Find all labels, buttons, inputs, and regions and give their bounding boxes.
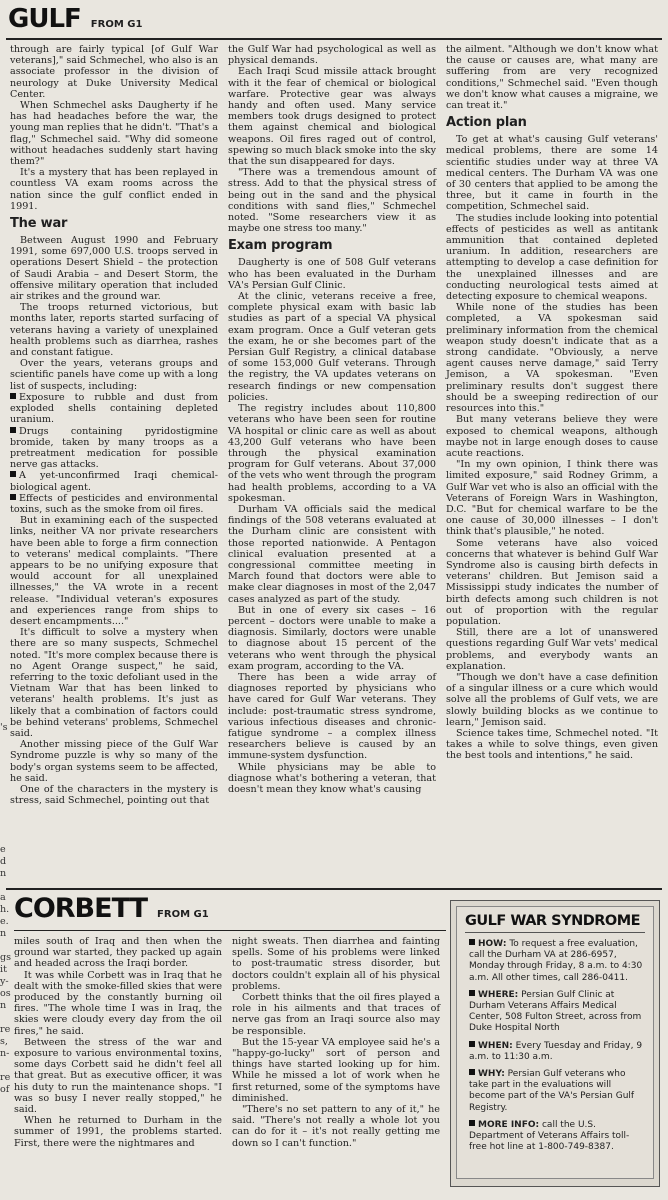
infobox-title: GULF WAR SYNDROME bbox=[465, 913, 645, 933]
paragraph: Daugherty is one of 508 Gulf veterans who has been evaluated in the Durham VA's Persian Gulf Clinic. bbox=[228, 257, 436, 291]
bullet-item: Exposure to rubble and dust from exploded shells containing depleted uranium. bbox=[10, 391, 218, 426]
gulf-war-syndrome-infobox bbox=[450, 900, 660, 1187]
article-column-2 bbox=[228, 44, 436, 882]
paragraph: night sweats. Then diarrhea and fainting spells. Some of his problems were linked to post-traumatic stress disorder, but doctors couldn't explain all of his physical problems. bbox=[232, 936, 440, 992]
bullet-square-icon bbox=[10, 393, 16, 399]
paragraph: "There was a tremendous amount of stress. Add to that the physical stress of being out in the sand and the physical conditions with sand flies," Schmechel noted. "Some researchers view it as maybe one stress too many." bbox=[228, 167, 436, 235]
bullet-square-icon bbox=[469, 939, 475, 945]
paragraph: It was while Corbett was in Iraq that he dealt with the smoke-filled skies that were produced by the constantly burning oil fires. "The whole time I was in Iraq, the skies were cloudy every day from the oil fires," he said. bbox=[14, 969, 222, 1037]
paragraph: It's difficult to solve a mystery when there are so many suspects, Schmechel noted. "It's more complex because there is no Agent Orange suspect," he said, referring to the toxic defoliant used in the Vietnam War that has been linked to veterans' health problems. It's just as likely that a combination of factors could be behind veterans' problems, Schmechel said. bbox=[10, 627, 218, 739]
infobox-how: HOW: To request a free evaluation, call the Durham VA at 286-6957, Monday through Friday, 8 a.m. to 4:30 a.m. All other times, call 286-0411. bbox=[469, 939, 643, 983]
paragraph: Still, there are a lot of unanswered questions regarding Gulf War vets' medical problems, and everybody wants an explanation. bbox=[446, 627, 658, 672]
section-divider-rule bbox=[6, 888, 662, 890]
clipped-column-fragment: e d n a h. e. n gs it y- os n re s, n- re of bbox=[0, 844, 12, 1095]
paragraph: There has been a wide array of diagnoses reported by physicians who have cared for Gulf War veterans. They include: post-traumatic stress syndrome, various infectious diseases and chronic-fatigue syndrome – a complex illness researchers believe is caused by an immune-system dysfunction. bbox=[228, 671, 436, 762]
paragraph: But in one of every six cases – 16 percent – doctors were unable to make a diagnosis. Similarly, doctors were unable to diagnose about 15 percent of the veterans who went through the physical exam program, according to the VA. bbox=[228, 604, 436, 672]
paragraph: When he returned to Durham in the summer of 1991, the problems started. First, there were the nightmares and bbox=[14, 1115, 222, 1149]
paragraph: While none of the studies has been completed, a VA spokesman said preliminary information from the chemical weapon study doesn't indicate that as a strong candidate. "Obviously, a nerve agent causes nerve damage," said Terry Jemison, a VA spokesman. "Even preliminary results don't suggest there should be a sweeping redirection of our resources into this." bbox=[446, 302, 658, 415]
clipped-column-fragment-top: 's bbox=[0, 722, 8, 733]
paragraph: At the clinic, veterans receive a free, complete physical exam with basic lab studies as part of a special VA physical exam program. Once a Gulf veteran gets the exam, he or she becomes part of the Persian Gulf Registry, a clinical database of some 153,000 Gulf veterans. Through the registry, the VA updates veterans on research findings or new compensation policies. bbox=[228, 291, 436, 403]
bullet-item: Drugs containing pyridostigmine bromide, taken by many troops as a pretreatment medication for possible nerve gas attacks. bbox=[10, 425, 218, 471]
corbett-header-rule bbox=[14, 930, 446, 931]
paragraph: Corbett thinks that the oil fires played a role in his ailments and that traces of nerve gas from an Iraqi source also may be responsible. bbox=[232, 992, 440, 1037]
bullet-square-icon bbox=[10, 471, 16, 477]
paragraph: But many veterans believe they were exposed to chemical weapons, although maybe not in large enough doses to cause acute reactions. bbox=[446, 414, 658, 459]
article-column-1 bbox=[10, 44, 218, 882]
paragraph: miles south of Iraq and then when the ground war started, they packed up again and headed across the Iraqi border. bbox=[14, 936, 222, 970]
paragraph: The registry includes about 110,800 veterans who have been seen for routine VA hospital or clinic care as well as about 43,200 Gulf veterans who have been through the physical examination program for Gulf veterans. About 37,000 of the vets who went through the program had health problems, according to a VA spokesman. bbox=[228, 403, 436, 504]
paragraph: Over the years, veterans groups and scientific panels have come up with a long list of suspects, including: bbox=[10, 358, 218, 392]
paragraph: One of the characters in the mystery is stress, said Schmechel, pointing out that bbox=[10, 784, 218, 807]
paragraph: But the 15-year VA employee said he's a "happy-go-lucky" sort of person and things have started looking up for him. While he missed a lot of work when he first returned, some of the symptoms have diminished. bbox=[232, 1036, 440, 1104]
infobox-why: WHY: Persian Gulf veterans who take part in the evaluations will become part of the VA's Persian Gulf Registry. bbox=[469, 1069, 635, 1113]
paragraph: the ailment. "Although we don't know what the cause or causes are, what many are suffering from are very recognized conditions," Schmechel said. "Even though we don't know what causes a migraine, we can treat it." bbox=[446, 44, 658, 112]
corbett-slug: CORBETT bbox=[14, 893, 148, 924]
paragraph: Between the stress of the war and exposure to various environmental toxins, some days Corbett said he didn't feel all that great. But as executive officer, it was his duty to run the maintenance shops. "I was so busy I never really stopped," he said. bbox=[14, 1036, 222, 1116]
top-header-rule bbox=[6, 38, 662, 40]
paragraph: It's a mystery that has been replayed in countless VA exam rooms across the nation since the gulf conflict ended in 1991. bbox=[10, 167, 218, 212]
infobox-where: WHERE: Persian Gulf Clinic at Durham Veterans Affairs Medical Center, 508 Fulton Street, across from Duke Hospital North bbox=[469, 989, 642, 1034]
paragraph: But in examining each of the suspected links, neither VA nor private researchers have been able to forge a firm connection to veterans' medical complaints. "There appears to be no unifying exposure that would account for all unexplained illnesses," the VA wrote in a recent release. "Individual veteran's exposures and experiences range from ships to desert encampments...." bbox=[10, 515, 218, 627]
bullet-square-icon bbox=[469, 1041, 475, 1047]
corbett-jump-header bbox=[14, 893, 209, 924]
bullet-square-icon bbox=[469, 1069, 475, 1075]
infobox-more-info: MORE INFO: call the U.S. Department of Veterans Affairs toll-free hot line at 1-800-749-8387. bbox=[469, 1119, 630, 1153]
paragraph: Science takes time, Schmechel noted. "It takes a while to solve things, even given the best tools and intentions," he said. bbox=[446, 727, 658, 762]
paragraph: Between August 1990 and February 1991, some 697,000 U.S. troops served in operations Desert Shield – the protection of Saudi Arabia – and Desert Storm, the offensive military operation that included air strikes and the ground war. bbox=[10, 235, 218, 303]
corbett-column-1 bbox=[14, 936, 222, 1194]
subhead-exam-program: Exam program bbox=[228, 238, 333, 254]
subhead-action-plan: Action plan bbox=[446, 115, 527, 131]
bullet-square-icon bbox=[10, 427, 16, 433]
gulf-from-label: FROM G1 bbox=[90, 19, 143, 30]
paragraph: "In my own opinion, I think there was limited exposure," said Rodney Grimm, a Gulf War vet who is also an official with the Veterans of Foreign Wars in Washington, D.C. "But for chemical warfare to be the one cause of 30,000 illnesses – I don't think that's plausible," he noted. bbox=[446, 459, 658, 538]
paragraph: the Gulf War had psychological as well as physical demands. bbox=[228, 44, 436, 67]
article-column-3 bbox=[446, 44, 658, 882]
paragraph: While physicians may be able to diagnose what's bothering a veteran, that doesn't mean they know what's causing bbox=[228, 761, 436, 795]
paragraph: The troops returned victorious, but months later, reports started surfacing of veterans having a variety of unexplained health problems such as diarrhea, rashes and constant fatigue. bbox=[10, 302, 218, 359]
corbett-from-label: FROM G1 bbox=[157, 909, 209, 920]
paragraph: through are fairly typical [of Gulf War veterans]," said Schmechel, who also is an associate professor in the division of neurology at Duke University Medical Center. bbox=[10, 44, 218, 100]
paragraph: "There's no set pattern to any of it," he said. "There's not really a whole lot you can do for it – it's not really getting me down so I can't function." bbox=[232, 1104, 440, 1149]
bullet-square-icon bbox=[10, 494, 16, 500]
corbett-column-2 bbox=[232, 936, 440, 1194]
bullet-item: A yet-unconfirmed Iraqi chemical-biological agent. bbox=[10, 470, 218, 493]
paragraph: Another missing piece of the Gulf War Syndrome puzzle is why so many of the body's organ systems seem to be affected, he said. bbox=[10, 739, 218, 784]
subhead-the-war: The war bbox=[10, 216, 68, 232]
paragraph: The studies include looking into potential effects of pesticides as well as antitank ammunition that contained depleted uranium. In addition, researchers are attempting to develop a case definition for the unexplained illnesses and are conducting neurological tests aimed at detecting exposure to chemical weapons. bbox=[446, 212, 658, 303]
infobox-when: WHEN: Every Tuesday and Friday, 9 a.m. to 11:30 a.m. bbox=[469, 1040, 643, 1062]
gulf-slug: GULF bbox=[8, 4, 81, 34]
paragraph: Each Iraqi Scud missile attack brought with it the fear of chemical or biological warfare. Protective gear was always handy and often used. Many service members took drugs designed to protect them against chemical and biological weapons. Oil fires raged out of control, spewing so much black smoke into the sky that the sun disappeared for days. bbox=[228, 66, 436, 168]
paragraph: "Though we don't have a case definition of a singular illness or a cure which would solve all the problems of Gulf vets, we are slowly building blocks as we continue to learn," Jemison said. bbox=[446, 671, 658, 728]
paragraph: When Schmechel asks Daugherty if he has had headaches before the war, the young man replies that he didn't. "That's a flag," Schmechel said. "Why did someone without headaches suddenly start having them?" bbox=[10, 100, 218, 168]
paragraph: Durham VA officials said the medical findings of the 508 veterans evaluated at the Durham clinic are consistent with those reported nationwide. A Pentagon clinical evaluation presented at a congressional committee meeting in March found that doctors were able to make clear diagnoses in most of the 2,047 cases analyzed as part of the study. bbox=[228, 503, 436, 605]
bullet-square-icon bbox=[469, 990, 475, 996]
gulf-jump-header bbox=[8, 4, 142, 34]
paragraph: Some veterans have also voiced concerns that whatever is behind Gulf War Syndrome also is causing birth defects in veterans' children. But Jemison said a Mississippi study indicates the number of birth defects among such children is not out of proportion with the regular population. bbox=[446, 537, 658, 627]
bullet-item: Effects of pesticides and environmental toxins, such as the smoke from oil fires. bbox=[10, 492, 218, 515]
paragraph: To get at what's causing Gulf veterans' medical problems, there are some 14 scientific studies under way at three VA medical centers. The Durham VA was one of 30 centers that applied to be among the three, but it came in fourth in the competition, Schmechel said. bbox=[446, 134, 658, 213]
bullet-square-icon bbox=[469, 1120, 475, 1126]
